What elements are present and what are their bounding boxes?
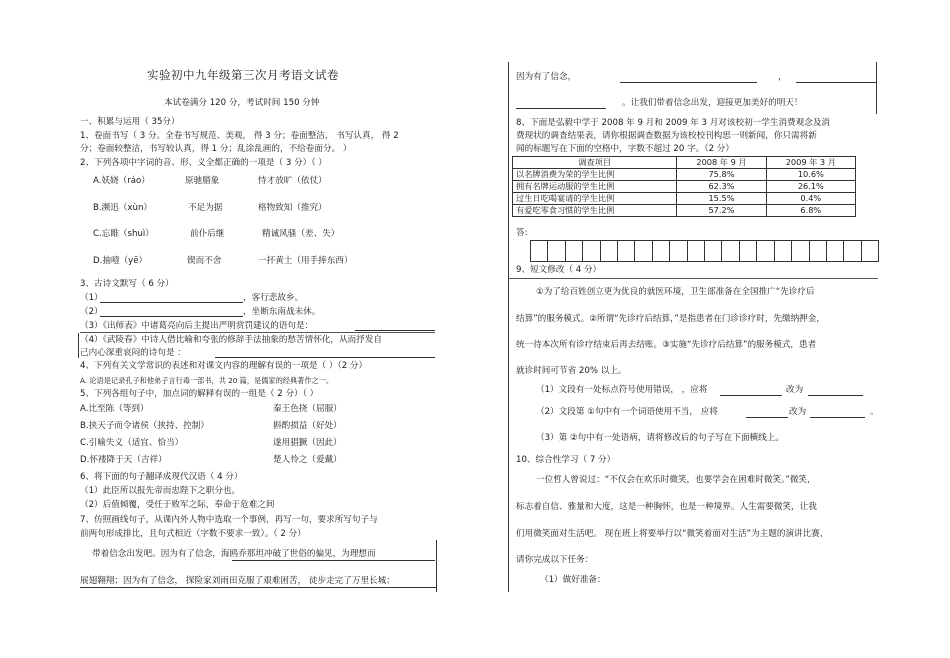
q5-option-c-2: 遂用猖獗（因此） (273, 438, 342, 448)
q10-passage-2: 标志着自信、雅量和大度，这是一种胸怀，也是一种境界。人生需要微笑，让我 (516, 502, 817, 512)
q8-stem-1: 8、下面是弘毅中学于 2008 年 9 月和 2009 年 3 月对该校初一学生消费观念及消 (516, 118, 831, 128)
q7-answer-blank-2[interactable] (796, 82, 876, 83)
q2-option-c-3: 精诚风骚（差、失） (262, 229, 340, 239)
answer-cell[interactable] (826, 240, 843, 262)
table-cell: 以名牌消费为荣的学生比例 (513, 169, 677, 181)
answer-cell[interactable] (791, 240, 808, 262)
q1-line1: 1、卷面书写（ 3 分。全卷书写规范、美观， 得 3 分；卷面整洁， 书写认真， 得 2 (80, 131, 399, 141)
q2-option-b-2: 不足为据 (188, 203, 223, 213)
q6-1: （1）此臣所以报先帝而忠陛下之职分也。 (80, 486, 241, 496)
q3-4-text-2: 己内心深重哀闷的诗句是 ： (80, 348, 186, 358)
q5-stem: 5、下列各组句子中，加点词的解释有误的一组是（ 2 分）（ ） (80, 389, 319, 399)
answer-label: 答: (516, 228, 528, 238)
q2-option-d-2: 锲而不舍 (187, 256, 222, 266)
answer-cell[interactable] (809, 240, 826, 262)
q10-passage-3: 们用微笑面对生活吧。 现在班上将要举行以“微笑着面对生活”为主题的演讲比赛， (516, 529, 829, 539)
q9-sub1-blank-1[interactable] (720, 395, 782, 396)
q2-option-d-3: 一抔黄土（用手捧东西） (258, 256, 353, 266)
q9-passage-2: 结算”的服务模式。②所谓“先诊疗后结算，”是指患者在门诊诊疗时，先缴纳押金， (516, 314, 825, 324)
q2-option-b-3: 格物致知（推究） (258, 203, 327, 213)
table-cell: 6.8% (766, 205, 855, 217)
q3-3-blank[interactable] (355, 330, 435, 331)
q5-option-a-1: A.比至陈（等到） (80, 404, 149, 414)
q9-sub1-change: 改为 (786, 385, 804, 395)
answer-grid[interactable] (530, 240, 879, 260)
q2-option-a-2: 原驰腊象 (185, 176, 220, 186)
answer-cell[interactable] (634, 240, 651, 262)
table-cell: 57.2% (677, 205, 766, 217)
q5-option-d-2: 楚人怜之（爱戴） (273, 455, 342, 465)
column-divider (508, 62, 509, 592)
page-title: 实验初中九年级第三次月考语文试卷 (147, 68, 339, 82)
answer-cell[interactable] (774, 240, 791, 262)
q9-sub3: （3）第 ②句中有一处语病，请将修改后的句子写在下面横线上。 (536, 433, 784, 443)
q2-option-c-2: 前仆后继 (190, 229, 225, 239)
table-cell: 15.5% (677, 193, 766, 205)
q9-sub1-blank-2[interactable] (808, 395, 863, 396)
q6-stem: 6、将下面的句子翻译成现代汉语（ 4 分） (80, 472, 243, 482)
table-cell: 过生日吃喝宴请的学生比例 (513, 193, 677, 205)
q2-option-a-3: 恃才放旷（依仗） (258, 176, 327, 186)
answer-cell[interactable] (582, 240, 599, 262)
divider (508, 278, 878, 279)
q7-closing: 。让我们带着信念出发，迎接更加美好的明天！ (622, 98, 803, 108)
table-cell: 10.6% (766, 169, 855, 181)
q9-sub2-blank-1[interactable] (746, 417, 788, 418)
q8-stem-2: 费现状的调查结果表，请你根据调查数据为该校校刊构思一则新闻，你只需将新 (516, 131, 817, 141)
q7-underline-1 (232, 560, 435, 561)
q9-sub2-change: 改为 (789, 407, 807, 417)
q9-passage-1: ①为了给百姓创立更为优良的就医环境，卫生部准备在全国推广“先诊疗后 (536, 287, 815, 297)
answer-cell[interactable] (652, 240, 669, 262)
q7-stem-2: 前两句形成排比，且句式相近（字数不要求一致）。（ 2 分） (80, 529, 306, 539)
q4-stem: 4、下列有关文学常识的表述和对课文内容的理解有误的一项是（ ）（2 分） (80, 361, 368, 371)
q7-stem: 7、仿照画线句子，从课内外人物中选取一个事例，再写一句，要求所写句子与 (80, 515, 378, 525)
q7-answer-blank-3[interactable] (516, 108, 606, 109)
table-row (513, 193, 856, 205)
q2-stem: 2、下列各项中字词的音、形、义全都正确的一项是（ 3 分）（ ） (80, 158, 327, 168)
q3-4-blank[interactable] (215, 357, 435, 358)
q9-sub2-blank-2[interactable] (810, 417, 865, 418)
table-cell: 有爱吃零食习惯的学生比例 (513, 205, 677, 217)
q5-option-b-1: B.挟天子而令诸侯（挟持、控制） (80, 421, 209, 431)
answer-cell[interactable] (530, 240, 547, 262)
q7-underline-2 (80, 587, 436, 588)
divider (78, 333, 79, 358)
q3-stem: 3、古诗文默写（ 6 分） (80, 279, 174, 289)
q9-sub2: （2）文段第 ①句中有一个词语使用不当， 应将 (536, 407, 718, 417)
q9-sub2-period: 。 (870, 407, 879, 417)
answer-cell[interactable] (669, 240, 686, 262)
answer-cell[interactable] (704, 240, 721, 262)
q9-sub1: （1）文段有一处标点符号使用错误， ，应将 (536, 385, 708, 395)
q2-option-a-1: A.妖娆（ráo） (93, 176, 150, 186)
q2-option-c-1: C.忘睢（shuì） (93, 229, 154, 239)
q10-passage-4: 请你完成以下任务： (516, 555, 594, 565)
q5-option-b-2: 斟酌损益（好处） (273, 421, 342, 431)
answer-cell[interactable] (617, 240, 634, 262)
q5-option-d-1: D.怀褛降于天（吉祥） (80, 455, 167, 465)
table-header: 2008 年 9 月 (677, 157, 766, 169)
q7-passage-1: 带着信念出发吧。因为有了信念，海鸥乔那坦冲破了世俗的偏见，为理想而 (92, 549, 376, 559)
answer-cell[interactable] (861, 240, 879, 262)
q3-3-text: （3）《出师表》中诸葛亮向后主提出严明赏罚建议的语句是： (80, 321, 314, 331)
q10-passage-1: 一位哲人曾说过：“不仅会在欢乐时微笑，也要学会在困难时微笑。”微笑， (536, 475, 816, 485)
divider (436, 540, 437, 592)
table-cell: 62.3% (677, 181, 766, 193)
q3-2-label: （2） (80, 307, 103, 317)
q9-passage-4: 就诊时间可节省 20% 以上。 (516, 366, 627, 376)
q9-passage-3: 统一待本次所有诊疗结束后再去结账。③实施“先诊疗后结算”的服务模式，患者 (516, 340, 817, 350)
q10-task-1: （1）做好准备： (540, 575, 606, 585)
survey-table (512, 156, 856, 217)
q4-option-a: A. 论语是记录孔子和他弟子言行毒一部书，共 20 篇，是儒家的经典著作之一。 (80, 376, 334, 385)
table-row (513, 169, 856, 181)
table-cell: 拥有名牌运动服的学生比例 (513, 181, 677, 193)
q3-1-label: （1） (80, 293, 103, 303)
divider (876, 62, 877, 114)
q1-line2: 分；卷面较整洁，书写较认真，得 1 分；乱涂乱画的，不给卷面分。 ） (80, 144, 352, 154)
q7-continued: 因为有了信念， (516, 72, 577, 82)
q10-heading: 10、综合性学习（ 7 分） (516, 455, 616, 465)
q2-option-b-1: B.濒迅（xùn） (93, 203, 152, 213)
q7-answer-blank-1[interactable] (620, 82, 757, 83)
q6-2: （2）后值倾覆，受任于败军之际，奉命于危难之间 (80, 500, 275, 510)
q9-heading: 9、短文修改（ 4 分） (516, 265, 602, 275)
divider (80, 332, 435, 333)
q3-2-text: ，坐断东南战未休。 (243, 307, 321, 317)
q3-2-blank[interactable] (100, 316, 243, 317)
q3-4-text: （4）《武陵春》中诗人借比喻和夸张的修辞手法抽象的愁苦情怀化，从而抒发自 (80, 335, 382, 345)
answer-cell[interactable] (547, 240, 564, 262)
q8-stem-3: 闻的标题写在下面的空格中，字数不超过 20 字。（2 分） (516, 144, 734, 154)
answer-cell[interactable] (600, 240, 617, 262)
q7-passage-2: 展翅翱翔；因为有了信念， 探险家刘雨田克服了艰难困苦， 徒步走完了万里长城； (80, 576, 395, 586)
q3-1-blank[interactable] (100, 302, 243, 303)
exam-info: 本试卷满分 120 分，考试时间 150 分钟 (164, 98, 320, 108)
q5-option-a-2: 秦王色挠（屈服） (273, 404, 342, 414)
q2-option-d-1: D.抽噎（yē） (93, 256, 148, 266)
table-header: 调查项目 (513, 157, 677, 169)
q3-1-text: ，客行悲故乡。 (243, 293, 304, 303)
answer-cell[interactable] (843, 240, 860, 262)
table-header: 2009 年 3 月 (766, 157, 855, 169)
table-cell: 26.1% (766, 181, 855, 193)
answer-cell[interactable] (687, 240, 704, 262)
table-header-row (513, 157, 856, 169)
comma: ， (778, 72, 787, 82)
section-1-heading: 一、积累与运用（ 35分） (80, 117, 180, 127)
q5-option-c-1: C.引喻失义（适宜、恰当） (80, 438, 184, 448)
table-row (513, 181, 856, 193)
table-row (513, 205, 856, 217)
answer-cell[interactable] (721, 240, 738, 262)
answer-cell[interactable] (756, 240, 773, 262)
answer-cell[interactable] (739, 240, 756, 262)
answer-cell[interactable] (565, 240, 582, 262)
table-cell: 75.8% (677, 169, 766, 181)
table-cell: 0.4% (766, 193, 855, 205)
